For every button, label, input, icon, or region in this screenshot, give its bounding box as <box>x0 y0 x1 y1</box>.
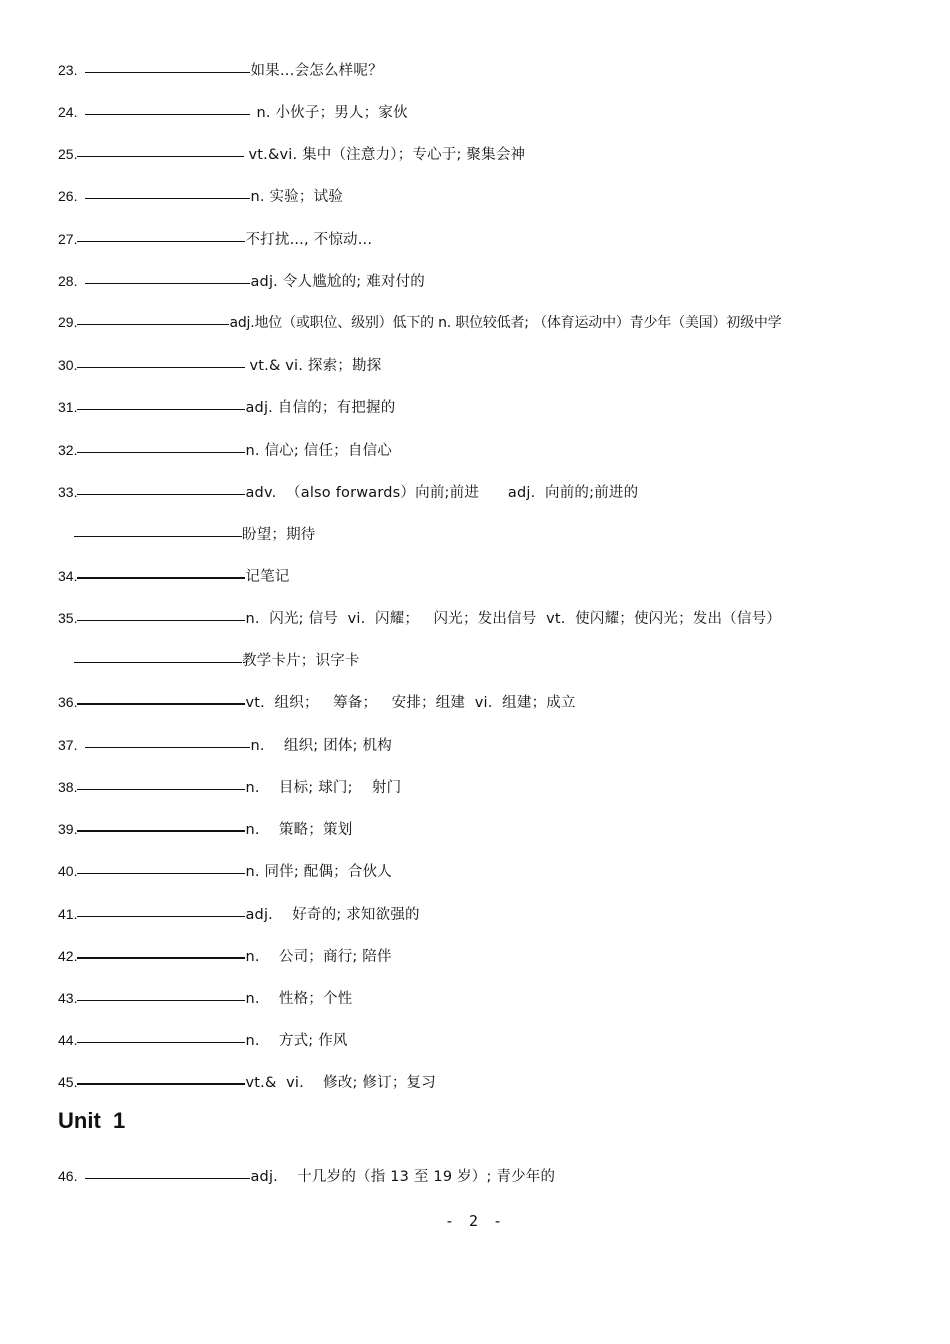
item-definition: n. 公司；商行; 陪伴 <box>245 949 392 965</box>
item-definition: adj. 自信的；有把握的 <box>245 400 396 416</box>
answer-blank[interactable] <box>74 535 242 537</box>
item-definition: 教学卡片；识字卡 <box>242 653 360 669</box>
answer-blank[interactable] <box>77 240 245 242</box>
answer-blank[interactable] <box>77 576 245 579</box>
item-definition: vt.& vi. 修改; 修订；复习 <box>245 1075 436 1091</box>
vocab-row <box>58 903 930 925</box>
item-definition: vt.&vi. 集中（注意力）；专心于; 聚集会神 <box>248 147 526 163</box>
item-number: 28. <box>58 273 78 289</box>
item-definition: n. 策略；策划 <box>245 822 353 838</box>
vocab-row <box>58 1029 930 1051</box>
answer-blank[interactable] <box>77 702 245 705</box>
item-definition: n. 方式; 作风 <box>245 1033 348 1049</box>
item-number: 43. <box>58 990 78 1006</box>
vocab-row <box>58 312 930 334</box>
vocab-row <box>58 396 930 418</box>
vocab-row <box>58 481 930 503</box>
item-number: 31. <box>58 399 78 415</box>
answer-blank[interactable] <box>85 71 250 73</box>
answer-blank[interactable] <box>85 113 250 115</box>
item-definition: adv. （also forwards）向前;前进 adj. 向前的;前进的 <box>245 485 639 501</box>
item-number: 34. <box>58 568 78 584</box>
item-definition: vt.& vi. 探索；勘探 <box>249 358 382 374</box>
answer-blank[interactable] <box>85 1177 250 1179</box>
item-number: 32. <box>58 442 78 458</box>
answer-blank[interactable] <box>77 493 245 495</box>
answer-blank[interactable] <box>77 408 245 410</box>
vocab-row <box>58 818 930 840</box>
item-definition: n. 性格；个性 <box>245 991 353 1007</box>
answer-blank[interactable] <box>74 661 242 663</box>
answer-blank[interactable] <box>85 197 250 199</box>
vocab-row <box>58 860 930 882</box>
answer-blank[interactable] <box>77 999 245 1001</box>
page-number: - 2 - <box>444 1212 506 1230</box>
item-definition: adj. 好奇的; 求知欲强的 <box>245 907 420 923</box>
vocab-row <box>58 734 930 756</box>
vocab-row <box>58 439 930 461</box>
vocab-row <box>58 270 930 292</box>
answer-blank[interactable] <box>77 619 245 621</box>
item-definition: 不打扰..., 不惊动... <box>245 232 373 248</box>
vocab-row <box>58 59 930 81</box>
item-definition: n. 小伙子；男人；家伙 <box>256 105 408 121</box>
item-definition: adj. 十几岁的（指 13 至 19 岁）; 青少年的 <box>250 1169 556 1185</box>
item-definition: n. 目标; 球门; 射门 <box>245 780 402 796</box>
answer-blank[interactable] <box>85 282 250 284</box>
item-number: 30. <box>58 357 78 373</box>
answer-blank[interactable] <box>77 1082 245 1085</box>
unit-heading: Unit 1 <box>58 1108 126 1133</box>
item-definition: n. 同伴; 配偶；合伙人 <box>245 864 392 880</box>
vocab-row <box>58 143 930 165</box>
answer-blank[interactable] <box>77 872 245 874</box>
vocab-row <box>58 776 930 798</box>
item-number: 23. <box>58 62 78 78</box>
item-definition: vt. 组织； 筹备； 安排；组建 vi. 组建；成立 <box>245 695 576 711</box>
item-definition: 如果…会怎么样呢？ <box>250 63 383 79</box>
answer-blank[interactable] <box>77 366 245 368</box>
vocab-row <box>58 691 930 713</box>
vocab-row <box>58 945 930 967</box>
vocab-row <box>58 607 930 629</box>
item-definition: n. 组织; 团体; 机构 <box>250 738 392 754</box>
item-number: 37. <box>58 737 78 753</box>
answer-blank[interactable] <box>77 155 244 157</box>
item-number: 41. <box>58 906 78 922</box>
item-definition: adj.地位（或职位、级别）低下的 n. 职位较低者; （体育运动中）青少年（美国）初级中学 <box>229 315 782 331</box>
answer-blank[interactable] <box>85 746 250 748</box>
item-number: 38. <box>58 779 78 795</box>
item-number: 39. <box>58 821 78 837</box>
item-definition: 记笔记 <box>245 569 290 585</box>
item-number: 40. <box>58 863 78 879</box>
vocab-row <box>58 1165 930 1187</box>
vocab-row <box>58 987 930 1009</box>
vocab-row <box>58 565 930 587</box>
item-number: 33. <box>58 484 78 500</box>
vocab-row <box>58 101 930 123</box>
item-number: 36. <box>58 694 78 710</box>
item-definition: 盼望；期待 <box>242 527 316 543</box>
vocab-row-continuation <box>74 523 930 545</box>
item-definition: adj. 令人尴尬的; 难对付的 <box>250 274 425 290</box>
answer-blank[interactable] <box>77 829 245 832</box>
vocab-row <box>58 185 930 207</box>
answer-blank[interactable] <box>77 915 245 917</box>
vocab-row <box>58 228 930 250</box>
item-number: 25. <box>58 146 78 162</box>
item-number: 42. <box>58 948 78 964</box>
answer-blank[interactable] <box>77 1041 245 1043</box>
answer-blank[interactable] <box>77 788 245 790</box>
item-number: 27. <box>58 231 78 247</box>
item-number: 29. <box>58 314 78 330</box>
vocab-row <box>58 354 930 376</box>
item-definition: n. 实验；试验 <box>250 189 343 205</box>
item-definition: n. 闪光; 信号 vi. 闪耀； 闪光；发出信号 vt. 使闪耀；使闪光；发出（信号） <box>245 611 781 627</box>
item-number: 44. <box>58 1032 78 1048</box>
item-number: 46. <box>58 1168 78 1184</box>
vocab-row <box>58 1071 930 1093</box>
item-definition: n. 信心; 信任；自信心 <box>245 443 392 459</box>
item-number: 45. <box>58 1074 78 1090</box>
answer-blank[interactable] <box>77 451 245 453</box>
answer-blank[interactable] <box>77 956 245 959</box>
item-number: 24. <box>58 104 78 120</box>
answer-blank[interactable] <box>77 323 229 325</box>
item-number: 26. <box>58 188 78 204</box>
vocab-row-continuation <box>74 649 930 671</box>
item-number: 35. <box>58 610 78 626</box>
